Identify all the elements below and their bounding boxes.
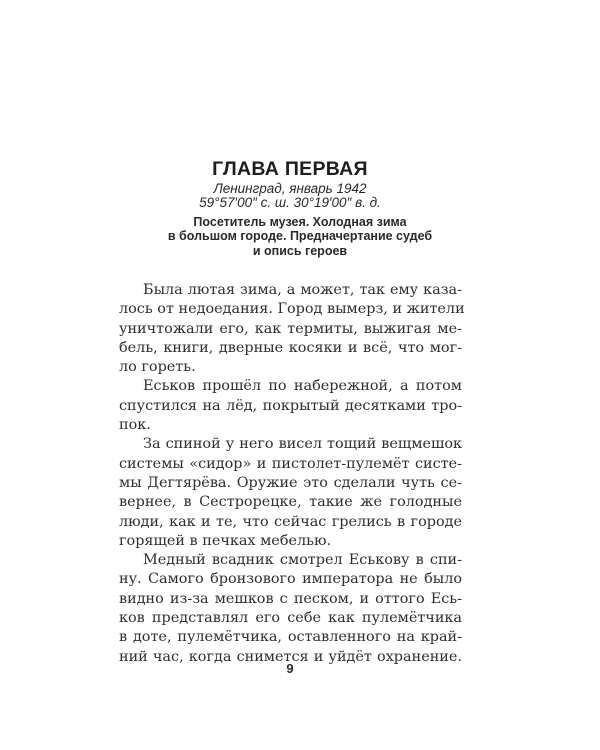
subtitle-line: и опись героев xyxy=(252,243,348,258)
text-line: За спиной у него висел тощий вещмешок xyxy=(143,436,462,453)
page-number: 9 xyxy=(286,661,294,676)
text-line: в доте, пулемётчика, оставленного на край- xyxy=(119,629,462,646)
text-line: ну. Самого бронзового императора не было xyxy=(119,571,462,588)
text-line: люди, как и те, что сейчас грелись в городе xyxy=(119,513,462,530)
subtitle-line: Посетитель музея. Холодная зима xyxy=(193,215,407,229)
text-line: ний час, когда снимется и уйдёт охранение. xyxy=(119,648,462,665)
text-line: спустился на лёд, покрытый десятками тро- xyxy=(119,397,462,414)
text-line: системы «сидор» и пистолет-пулемёт систе- xyxy=(119,455,462,472)
location-place-date: Ленинград, январь 1942 xyxy=(213,181,367,196)
text-line: Медный всадник смотрел Еськову в спи- xyxy=(143,552,462,569)
text-line: вернее, в Сестрорецке, такие же голодные xyxy=(119,494,462,511)
chapter-location xyxy=(0,182,580,210)
text-line: ло гореть. xyxy=(119,359,196,376)
chapter-title: ГЛАВА ПЕРВАЯ xyxy=(212,158,368,180)
subtitle-line: в большом городе. Предначертание судеб xyxy=(167,229,433,244)
chapter-subtitle xyxy=(0,215,600,258)
text-line: уничтожали его, как термиты, выжигая ме- xyxy=(119,320,462,337)
text-line: лось от недоедания. Город вымерз, и жители xyxy=(119,301,465,318)
text-line: пок. xyxy=(119,417,151,434)
text-line: ков представлял его себе как пулемётчика xyxy=(119,610,462,627)
body-text xyxy=(119,281,465,667)
text-line: Еськов прошёл по набережной, а потом xyxy=(143,378,462,395)
text-line: горящей в печках мебелью. xyxy=(119,532,332,549)
text-line: Была лютая зима, а может, так ему каза- xyxy=(143,282,462,298)
text-line: видно из-за мешков с песком, и оттого Есь- xyxy=(119,590,462,607)
text-line: мы Дегтярёва. Оружие это сделали чуть се- xyxy=(119,474,462,491)
location-coordinates: 59°57′00″ с. ш. 30°19′00″ в. д. xyxy=(199,195,381,210)
text-line: бель, книги, дверные косяки и всё, что мог- xyxy=(119,339,462,356)
